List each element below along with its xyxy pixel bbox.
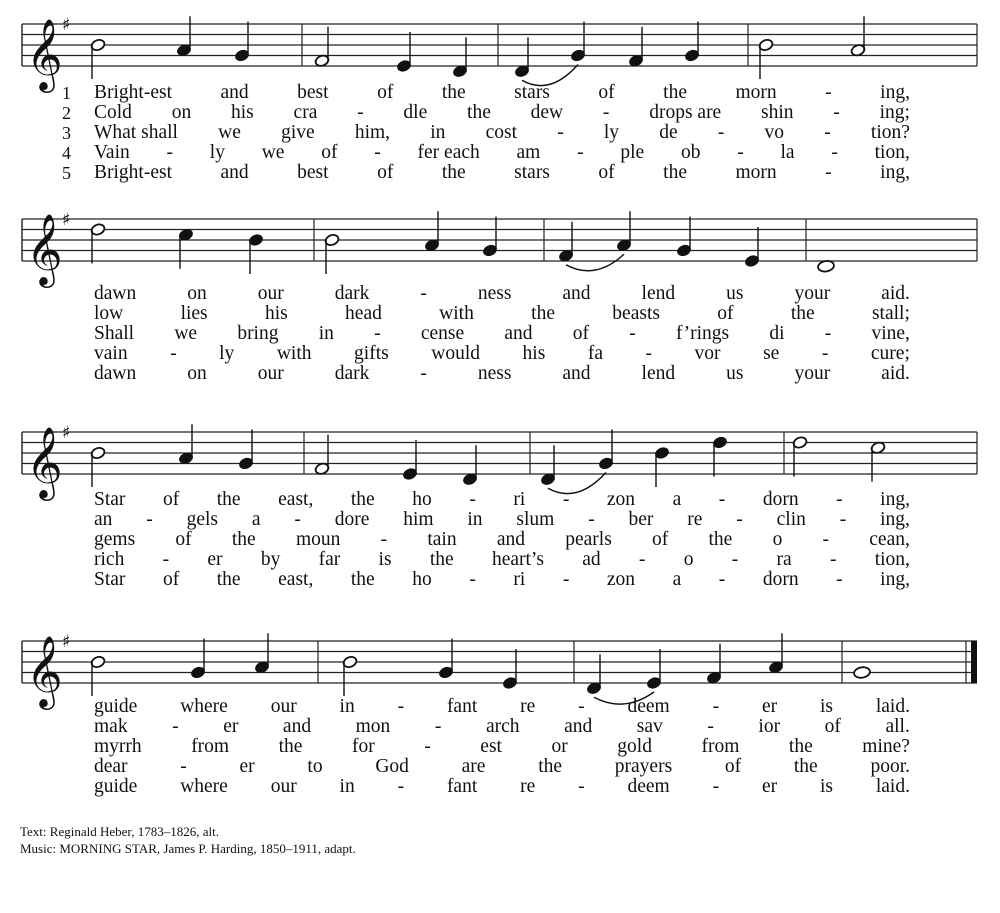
lyric-syllable: moun — [295, 529, 341, 550]
note — [254, 633, 270, 674]
lyric-syllable: ing, — [880, 569, 910, 590]
treble-clef-icon: 𝄞 — [26, 212, 63, 285]
lyric-syllable: are — [461, 756, 486, 777]
lyric-syllable: - — [829, 549, 837, 570]
lyric-syllable: him, — [354, 122, 391, 143]
lyric-syllable: tion, — [874, 142, 910, 163]
lyric-syllable: drops are — [649, 102, 722, 123]
lyric-syllable: on — [187, 283, 207, 304]
lyric-syllable: stars — [514, 82, 550, 103]
lyric-syllable: ho — [412, 489, 432, 510]
lyric-syllable: best — [297, 82, 329, 103]
lyric-syllable: - — [434, 716, 442, 737]
lyric-syllable: his — [522, 343, 546, 364]
lyric-syllable: o — [683, 549, 694, 570]
lyric-syllable: er — [761, 776, 778, 797]
lyric-syllable: - — [577, 142, 584, 163]
lyric-syllable: us — [726, 283, 744, 304]
lyric-syllable: bring — [237, 323, 279, 344]
lyric-syllable: him — [403, 509, 434, 530]
lyric-syllable: dawn — [94, 363, 137, 384]
lyric-syllable: dawn — [94, 283, 137, 304]
lyric-syllable: ra — [776, 549, 792, 570]
lyric-syllable: - — [170, 343, 177, 364]
lyric-syllable: - — [824, 323, 832, 344]
lyric-syllable: of — [162, 489, 180, 510]
lyric-syllable: the — [350, 489, 375, 510]
lyric-syllable: er — [761, 696, 778, 717]
lyric-syllable: gifts — [354, 343, 389, 364]
lyric-syllable: ly — [219, 343, 235, 364]
lyric-syllable: far — [318, 549, 341, 570]
lyric-syllable: - — [825, 162, 832, 183]
lyric-syllable: a — [672, 489, 682, 510]
lyric-syllable: with — [439, 303, 474, 324]
lyric-syllable: of — [572, 323, 590, 344]
lyric-syllable: ri — [513, 489, 526, 510]
credits — [20, 823, 356, 857]
lyric-syllable: we — [174, 323, 198, 344]
lyric-line-verse-4 — [94, 757, 910, 777]
lyric-syllable: ing, — [880, 489, 910, 510]
lyric-syllable: mine? — [862, 736, 910, 757]
lyric-syllable: with — [276, 343, 312, 364]
lyric-syllable: gems — [94, 529, 136, 550]
lyric-syllable: cost — [485, 122, 518, 143]
lyric-syllable: sav — [636, 716, 663, 737]
lyric-syllable: or — [551, 736, 568, 757]
lyric-syllable: a — [251, 509, 261, 530]
lyric-syllable: Bright-est — [94, 162, 172, 183]
lyric-syllable: is — [819, 696, 833, 717]
verse-number: 2 — [62, 103, 71, 123]
lyric-syllable: ing, — [880, 82, 910, 103]
lyric-syllable: cense — [420, 323, 465, 344]
key-signature-sharp-icon: ♯ — [62, 15, 71, 35]
lyric-syllable: vain — [94, 343, 128, 364]
lyric-syllable: laid. — [875, 696, 910, 717]
lyric-syllable: tion? — [870, 122, 910, 143]
lyric-syllable: guide — [94, 776, 138, 797]
lyric-syllable: dorn — [762, 489, 799, 510]
lyric-syllable: - — [602, 102, 610, 123]
lyric-syllable: dew — [530, 102, 564, 123]
lyric-syllable: - — [833, 102, 840, 123]
lyric-syllable: - — [824, 122, 831, 143]
lyric-syllable: aid. — [881, 363, 910, 384]
lyric-syllable: tain — [427, 529, 457, 550]
lyric-syllable: ob — [680, 142, 701, 163]
lyric-syllable: ri — [513, 569, 526, 590]
lyric-syllable: the — [663, 82, 687, 103]
lyric-syllable: - — [718, 489, 726, 510]
lyric-syllable: - — [707, 716, 714, 737]
lyric-syllable: from — [701, 736, 740, 757]
lyric-syllable: - — [420, 363, 427, 384]
verse-number: 3 — [62, 123, 71, 143]
lyric-syllable: of — [717, 303, 734, 324]
lyric-syllable: in — [318, 323, 334, 344]
lyric-syllable: your — [794, 283, 831, 304]
treble-clef-icon: 𝄞 — [26, 17, 63, 90]
lyric-syllable: Vain — [94, 142, 130, 163]
lyric-syllable: a — [672, 569, 682, 590]
lyric-syllable: the — [216, 569, 241, 590]
lyric-syllable: myrrh — [94, 736, 142, 757]
lyric-syllable: and — [562, 283, 591, 304]
lyric-syllable: of — [321, 142, 338, 163]
lyric-syllable: ad — [582, 549, 601, 570]
lyric-syllable: the — [793, 756, 818, 777]
lyric-syllable: the — [538, 756, 563, 777]
lyric-syllable: in — [430, 122, 446, 143]
lyric-syllable: we — [261, 142, 285, 163]
lyric-syllable: - — [712, 776, 720, 797]
note — [853, 666, 871, 679]
lyric-syllable: er — [207, 549, 223, 570]
lyric-syllable: Star — [94, 489, 126, 510]
lyric-syllable: all. — [885, 716, 910, 737]
note — [90, 655, 106, 696]
lyric-syllable: of — [598, 82, 615, 103]
note — [586, 654, 602, 695]
lyric-syllable: in — [339, 776, 355, 797]
lyric-syllable: and — [562, 363, 591, 384]
lyric-syllable: - — [831, 142, 838, 163]
lyric-syllable: and — [496, 529, 525, 550]
lyric-syllable: fant — [446, 696, 478, 717]
lyric-syllable: of — [175, 529, 192, 550]
lyric-syllable: - — [420, 283, 427, 304]
lyric-syllable: heart’s — [491, 549, 544, 570]
lyric-syllable: - — [162, 549, 170, 570]
lyric-syllable: for — [351, 736, 375, 757]
lyric-syllable: and — [220, 162, 249, 183]
lyric-syllable: guide — [94, 696, 138, 717]
lyric-syllable: of — [652, 529, 669, 550]
lyric-syllable: we — [218, 122, 241, 143]
lyric-syllable: vo — [764, 122, 785, 143]
lyric-syllable: dorn — [762, 569, 799, 590]
lyric-syllable: deem — [627, 696, 670, 717]
lyric-syllable: shin — [761, 102, 794, 123]
note — [502, 649, 518, 690]
lyric-syllable: of — [162, 569, 180, 590]
lyric-syllable: east, — [278, 489, 314, 510]
lyric-syllable: is — [378, 549, 392, 570]
lyric-syllable: best — [297, 162, 329, 183]
lyric-syllable: Cold — [94, 102, 132, 123]
lyric-syllable: the — [467, 102, 491, 123]
lyric-syllable: re — [520, 776, 536, 797]
lyric-syllable: - — [588, 509, 595, 530]
lyric-syllable: of — [377, 82, 394, 103]
lyric-syllable: on — [187, 363, 207, 384]
lyric-syllable: the — [350, 569, 375, 590]
lyric-syllable: - — [736, 509, 743, 530]
lyric-syllable: slum — [516, 509, 555, 530]
lyric-syllable: f’rings — [676, 323, 730, 344]
lyric-syllable: - — [562, 569, 570, 590]
lyric-syllable: cean, — [869, 529, 910, 550]
lyric-line-verse-3 — [94, 737, 910, 757]
lyric-syllable: - — [557, 122, 564, 143]
lyric-syllable: ing; — [879, 102, 910, 123]
key-signature-sharp-icon: ♯ — [62, 210, 71, 230]
lyric-syllable: - — [397, 776, 405, 797]
lyric-syllable: is — [819, 776, 833, 797]
lyric-syllable: vine, — [871, 323, 910, 344]
lyric-syllable: tion, — [874, 549, 910, 570]
lyric-line-verse-2 — [94, 717, 910, 737]
lyric-syllable: am — [516, 142, 541, 163]
lyric-syllable: and — [282, 716, 312, 737]
note — [190, 639, 206, 680]
lyric-syllable: - — [839, 509, 847, 530]
lyric-syllable: morn — [735, 162, 777, 183]
lyric-syllable: fa — [587, 343, 603, 364]
lyric-syllable: on — [171, 102, 192, 123]
lyric-syllable: the — [441, 82, 466, 103]
lyric-syllable: ior — [758, 716, 781, 737]
lyric-syllable: ple — [620, 142, 645, 163]
lyric-syllable: where — [180, 776, 228, 797]
lyric-syllable: the — [708, 529, 733, 550]
lyric-syllable: our — [270, 776, 297, 797]
lyric-syllable: - — [645, 343, 653, 364]
lyric-syllable: ber — [628, 509, 654, 530]
lyric-syllable: - — [172, 716, 179, 737]
lyric-syllable: low — [94, 303, 124, 324]
lyric-syllable: dark — [334, 283, 370, 304]
lyric-syllable: clin — [776, 509, 806, 530]
lyric-syllable: our — [257, 363, 284, 384]
lyric-syllable: - — [374, 323, 381, 344]
note — [438, 639, 454, 680]
lyric-syllable: - — [836, 569, 843, 590]
lyric-syllable: your — [794, 363, 831, 384]
lyric-syllable: vor — [694, 343, 721, 364]
lyric-syllable: the — [790, 303, 815, 324]
lyric-syllable: zon — [606, 569, 636, 590]
lyric-syllable: gold — [617, 736, 652, 757]
note — [706, 644, 722, 685]
lyric-syllable: la — [780, 142, 795, 163]
lyric-syllable: where — [180, 696, 228, 717]
lyric-syllable: What shall — [94, 122, 178, 143]
lyric-syllable: his — [231, 102, 254, 123]
lyric-syllable: zon — [606, 489, 636, 510]
music-credit: Music: MORNING STAR, James P. Harding, 1850–1911, adapt. — [20, 841, 356, 856]
lyric-syllable: dear — [94, 756, 128, 777]
lyric-line-verse-5 — [94, 777, 910, 797]
lyric-syllable: pearls — [565, 529, 612, 550]
lyric-syllable: would — [431, 343, 480, 364]
lyric-syllable: of — [377, 162, 394, 183]
lyric-syllable: our — [257, 283, 284, 304]
lyric-syllable: the — [278, 736, 303, 757]
lyric-syllable: us — [726, 363, 744, 384]
lyric-syllable: - — [731, 549, 739, 570]
lyric-syllable: cure; — [870, 343, 910, 364]
lyric-syllable: ness — [477, 283, 512, 304]
lyric-syllable: - — [166, 142, 174, 163]
lyric-syllable: rich — [94, 549, 125, 570]
lyric-syllable: poor. — [870, 756, 910, 777]
lyric-syllable: - — [424, 736, 431, 757]
lyric-syllable: mak — [94, 716, 128, 737]
lyric-syllable: lies — [180, 303, 208, 324]
text-credit: Text: Reginald Heber, 1783–1826, alt. — [20, 824, 219, 839]
note — [342, 655, 358, 696]
lyric-syllable: ly — [209, 142, 225, 163]
lyric-syllable: cra — [293, 102, 318, 123]
lyric-syllable: from — [191, 736, 230, 757]
lyric-syllable: stall; — [871, 303, 910, 324]
lyric-syllable: the — [231, 529, 256, 550]
treble-clef-icon: 𝄞 — [26, 634, 63, 707]
lyric-syllable: - — [380, 529, 388, 550]
lyric-syllable: ing, — [880, 509, 910, 530]
lyric-syllable: - — [374, 142, 381, 163]
lyric-syllable: morn — [735, 82, 777, 103]
treble-clef-icon: 𝄞 — [26, 425, 63, 498]
lyric-syllable: our — [270, 696, 297, 717]
lyric-syllable: the — [441, 162, 466, 183]
lyric-syllable: of — [724, 756, 742, 777]
lyric-syllable: - — [638, 549, 646, 570]
lyric-syllable: er — [239, 756, 255, 777]
lyric-syllable: ness — [477, 363, 512, 384]
lyric-syllable: fer each — [417, 142, 480, 163]
lyric-syllable: arch — [485, 716, 520, 737]
lyric-syllable: an — [94, 509, 113, 530]
verse-number: 4 — [62, 143, 71, 163]
lyric-syllable: - — [578, 776, 585, 797]
lyric-syllable: - — [825, 82, 832, 103]
lyric-syllable: mon — [355, 716, 391, 737]
note — [768, 633, 784, 674]
lyric-syllable: - — [836, 489, 843, 510]
note — [646, 649, 662, 690]
lyric-syllable: the — [788, 736, 813, 757]
final-barline-thick — [971, 641, 977, 683]
lyric-syllable: the — [429, 549, 454, 570]
lyric-syllable: of — [824, 716, 841, 737]
lyric-syllable: stars — [514, 162, 550, 183]
lyric-syllable: - — [578, 696, 585, 717]
lyric-syllable: Star — [94, 569, 126, 590]
lyric-syllable: Shall — [94, 323, 135, 344]
lyric-syllable: de — [659, 122, 678, 143]
lyric-syllable: by — [260, 549, 281, 570]
lyric-syllable: in — [467, 509, 483, 530]
lyric-syllable: prayers — [614, 756, 673, 777]
lyric-syllable: - — [397, 696, 405, 717]
lyric-syllable: - — [737, 142, 744, 163]
lyric-syllable: ho — [412, 569, 432, 590]
lyric-syllable: ly — [603, 122, 620, 143]
lyric-syllable: - — [822, 529, 830, 550]
lyric-syllable: dark — [334, 363, 370, 384]
lyric-syllable: ing, — [880, 162, 910, 183]
lyric-syllable: - — [146, 509, 153, 530]
verse-number: 1 — [62, 83, 71, 103]
lyric-syllable: - — [718, 569, 726, 590]
lyric-syllable: the — [216, 489, 241, 510]
lyric-syllable: Bright-est — [94, 82, 172, 103]
lyric-syllable: - — [821, 343, 829, 364]
lyric-syllable: to — [307, 756, 323, 777]
lyric-syllable: laid. — [875, 776, 910, 797]
lyric-syllable: - — [562, 489, 570, 510]
lyric-syllable: aid. — [881, 283, 910, 304]
lyric-syllable: the — [663, 162, 687, 183]
lyric-syllable: and — [220, 82, 249, 103]
lyric-syllable: and — [504, 323, 533, 344]
lyric-syllable: di — [769, 323, 785, 344]
key-signature-sharp-icon: ♯ — [62, 632, 71, 652]
lyric-syllable: in — [339, 696, 355, 717]
lyric-syllable: dore — [334, 509, 370, 530]
lyric-syllable: deem — [627, 776, 670, 797]
lyric-syllable: - — [469, 569, 476, 590]
lyric-syllable: east, — [278, 569, 314, 590]
lyric-syllable: of — [598, 162, 615, 183]
lyric-syllable: se — [763, 343, 780, 364]
lyric-syllable: head — [345, 303, 382, 324]
lyric-syllable: God — [375, 756, 409, 777]
lyric-syllable: beasts — [612, 303, 660, 324]
verse-number: 5 — [62, 163, 71, 183]
lyric-syllable: - — [717, 122, 725, 143]
lyric-syllable: - — [469, 489, 476, 510]
key-signature-sharp-icon: ♯ — [62, 423, 71, 443]
lyric-syllable: - — [180, 756, 187, 777]
lyric-syllable: - — [294, 509, 301, 530]
lyric-syllable: lend — [641, 363, 676, 384]
lyric-syllable: - — [357, 102, 364, 123]
lyric-syllable: dle — [403, 102, 428, 123]
lyric-syllable: the — [531, 303, 555, 324]
lyric-syllable: re — [520, 696, 536, 717]
lyric-syllable: give — [281, 122, 315, 143]
lyric-syllable: er — [223, 716, 239, 737]
lyric-line-verse-1 — [94, 697, 910, 717]
lyric-syllable: - — [629, 323, 636, 344]
lyric-syllable: - — [712, 696, 720, 717]
lyric-syllable: lend — [641, 283, 676, 304]
lyric-syllable: his — [264, 303, 288, 324]
lyric-syllable: gels — [186, 509, 219, 530]
lyric-syllable: re — [687, 509, 703, 530]
lyric-syllable: and — [564, 716, 593, 737]
lyric-syllable: fant — [446, 776, 478, 797]
lyric-syllable: o — [772, 529, 783, 550]
lyric-syllable: est — [480, 736, 502, 757]
